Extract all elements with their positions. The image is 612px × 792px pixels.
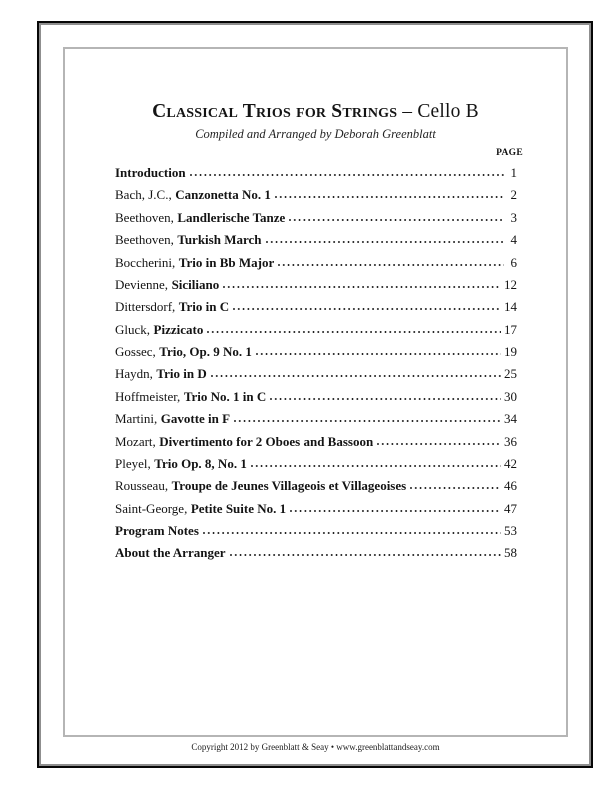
toc-entry-page: 14 bbox=[504, 299, 517, 315]
toc-entry-page: 2 bbox=[510, 187, 517, 203]
toc-leader-dots bbox=[207, 331, 501, 333]
toc-entry-page: 42 bbox=[504, 455, 517, 471]
page-subtitle: Compiled and Arranged by Deborah Greenblatt bbox=[195, 127, 436, 141]
toc-entry bbox=[115, 363, 517, 385]
toc-leader-dots bbox=[190, 174, 504, 176]
toc-entry-composer: Saint-George, bbox=[115, 500, 188, 516]
page-title bbox=[65, 101, 566, 122]
toc-entry-composer: Pleyel, bbox=[115, 455, 151, 471]
toc-entry-title: About the Arranger bbox=[115, 545, 226, 561]
toc-entry-page: 1 bbox=[510, 165, 517, 180]
toc-entry-title: Siciliano bbox=[171, 276, 220, 292]
toc-entry-title: Pizzicato bbox=[153, 321, 204, 337]
toc-leader-dots bbox=[410, 487, 501, 489]
toc-list bbox=[115, 162, 517, 565]
toc-entry bbox=[115, 475, 517, 497]
toc-entry bbox=[115, 542, 517, 564]
page-column-header: PAGE bbox=[496, 148, 523, 158]
toc-entry bbox=[115, 386, 517, 408]
toc-entry-page: 47 bbox=[504, 500, 517, 516]
toc-entry-composer: Beethoven, bbox=[115, 232, 174, 248]
toc-leader-dots bbox=[233, 308, 501, 310]
toc-entry bbox=[115, 498, 517, 520]
toc-leader-dots bbox=[275, 196, 504, 198]
toc-leader-dots bbox=[290, 510, 501, 512]
toc-leader-dots bbox=[270, 398, 501, 400]
toc-entry bbox=[115, 207, 517, 229]
toc-leader-dots bbox=[256, 353, 501, 355]
toc-entry-title: Trio Op. 8, No. 1 bbox=[154, 455, 247, 471]
toc-entry-title: Troupe de Jeunes Villageois et Villageoises bbox=[171, 478, 407, 494]
toc-entry-title: Trio, Op. 9 No. 1 bbox=[159, 344, 252, 359]
book-title-part: – Cello B bbox=[397, 101, 479, 122]
toc-entry bbox=[115, 453, 517, 475]
copyright-footer: Copyright 2012 by Greenblatt & Seay • www.greenblattandseay.com bbox=[191, 742, 440, 752]
toc-entry-title: Landlerische Tanze bbox=[177, 209, 286, 225]
toc-entry-title: Introduction bbox=[115, 165, 186, 180]
toc-entry bbox=[115, 431, 517, 453]
toc-leader-dots bbox=[211, 375, 501, 377]
toc-entry bbox=[115, 341, 517, 363]
toc-entry-page: 12 bbox=[504, 276, 517, 292]
toc-leader-dots bbox=[223, 286, 501, 288]
toc-entry-composer: Gossec, bbox=[115, 344, 156, 359]
toc-entry-title: Trio in Bb Major bbox=[178, 254, 275, 270]
toc-entry bbox=[115, 408, 517, 430]
toc-entry-title: Trio in D bbox=[156, 366, 207, 382]
toc-entry bbox=[115, 184, 517, 206]
toc-entry-composer: Gluck, bbox=[115, 321, 151, 337]
toc-entry bbox=[115, 229, 517, 251]
toc-leader-dots bbox=[203, 532, 501, 534]
toc-entry-composer: Hoffmeister, bbox=[115, 388, 181, 404]
toc-entry-composer: Mozart, bbox=[115, 433, 156, 449]
toc-entry-composer: Haydn, bbox=[115, 366, 153, 382]
toc-leader-dots bbox=[251, 465, 501, 467]
toc-entry-page: 25 bbox=[504, 366, 517, 382]
toc-entry-page: 6 bbox=[510, 254, 517, 270]
toc-entry-page: 19 bbox=[504, 344, 517, 359]
toc-entry bbox=[115, 252, 517, 274]
page-content bbox=[65, 49, 566, 565]
toc-leader-dots bbox=[289, 219, 504, 221]
toc-entry-title: Petite Suite No. 1 bbox=[190, 500, 287, 516]
toc-entry-page: 3 bbox=[510, 209, 517, 225]
toc-entry-title: Divertimento for 2 Oboes and Bassoon bbox=[159, 433, 374, 449]
toc-entry-title: Turkish March bbox=[177, 232, 262, 248]
toc-entry bbox=[115, 296, 517, 318]
toc-entry-composer: Martini, bbox=[115, 411, 158, 427]
toc-entry-page: 34 bbox=[504, 411, 517, 427]
toc-entry-page: 4 bbox=[510, 232, 517, 248]
toc-entry bbox=[115, 274, 517, 296]
toc-leader-dots bbox=[266, 241, 504, 243]
toc-entry bbox=[115, 319, 517, 341]
toc-leader-dots bbox=[278, 264, 504, 266]
toc-entry-title: Gavotte in F bbox=[160, 411, 231, 427]
toc-entry-title: Trio in C bbox=[178, 299, 230, 315]
toc-entry-page: 17 bbox=[504, 321, 517, 337]
toc-entry-page: 30 bbox=[504, 388, 517, 404]
toc-entry-composer: Dittersdorf, bbox=[115, 299, 176, 315]
toc-entry-page: 58 bbox=[504, 545, 517, 561]
book-title: Classical Trios for Strings bbox=[152, 101, 398, 122]
toc-entry bbox=[115, 162, 517, 184]
toc-entry-title: Trio No. 1 in C bbox=[183, 388, 267, 404]
toc-leader-dots bbox=[230, 554, 502, 556]
toc-leader-dots bbox=[234, 420, 501, 422]
toc-entry bbox=[115, 520, 517, 542]
toc-entry-page: 53 bbox=[504, 523, 517, 538]
toc-entry-title: Program Notes bbox=[115, 523, 199, 538]
toc-entry-composer: Beethoven, bbox=[115, 209, 174, 225]
toc-entry-composer: Boccherini, bbox=[115, 254, 176, 270]
toc-entry-title: Canzonetta No. 1 bbox=[175, 187, 271, 203]
toc-entry-composer: Rousseau, bbox=[115, 478, 169, 494]
toc-leader-dots bbox=[377, 443, 501, 445]
toc-entry-composer: Bach, J.C., bbox=[115, 187, 172, 203]
toc-entry-page: 46 bbox=[504, 478, 517, 494]
toc-entry-page: 36 bbox=[504, 433, 517, 449]
toc-entry-composer: Devienne, bbox=[115, 276, 169, 292]
